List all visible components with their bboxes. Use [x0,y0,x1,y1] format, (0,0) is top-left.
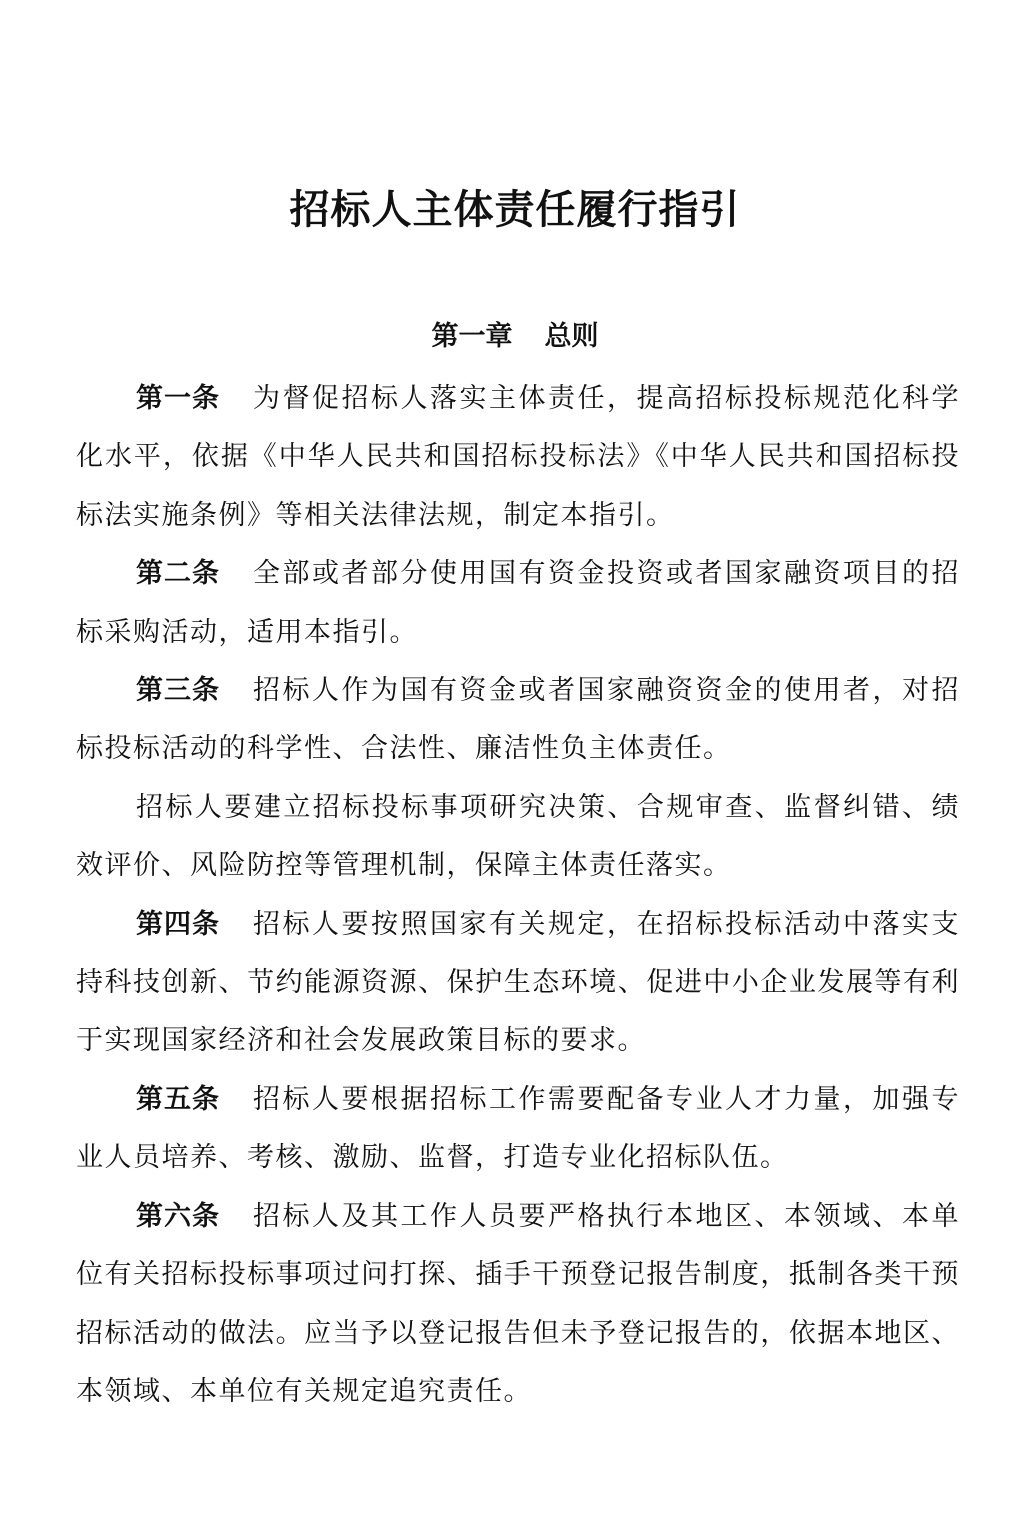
article-text: 招标人要根据招标工作需要配备专业人才力量，加强专业人员培养、考核、激励、监督，打造专业化招标队伍。 [76,1083,960,1174]
article-text: 为督促招标人落实主体责任，提高招标投标规范化科学化水平，依据《中华人民共和国招标投标法》《中华人民共和国招标投标法实施条例》等相关法律法规，制定本指引。 [76,383,960,531]
article-1 [76,370,960,545]
article-4 [76,896,960,1071]
article-label: 第三条 [136,675,220,707]
article-3 [76,662,960,779]
article-text: 全部或者部分使用国有资金投资或者国家融资项目的招标采购活动，适用本指引。 [76,558,960,648]
article-label: 第四条 [136,908,220,940]
chapter-number: 第一章 [431,321,513,352]
article-5 [76,1071,960,1188]
article-label: 第五条 [136,1083,220,1115]
chapter-heading [0,315,1030,359]
document-title: 招标人主体责任履行指引 [289,187,741,233]
chapter-name: 总则 [544,321,599,352]
article-text: 招标人作为国有资金或者国家融资资金的使用者，对招标投标活动的科学性、合法性、廉洁性负主体责任。 [76,675,960,765]
article-text: 招标人及其工作人员要严格执行本地区、本领域、本单位有关招标投标事项过问打探、插手干预登记报告制度，抵制各类干预招标活动的做法。应当予以登记报告但未予登记报告的，依据本地区、本领域、本单位有关规定追究责任。 [76,1200,960,1407]
article-3-paragraph-2 [76,779,960,896]
article-6 [76,1188,960,1422]
article-2 [76,545,960,662]
document-body [76,370,960,1421]
article-text: 招标人要按照国家有关规定，在招标投标活动中落实支持科技创新、节约能源资源、保护生态环境、促进中小企业发展等有利于实现国家经济和社会发展政策目标的要求。 [76,908,960,1057]
paragraph-text: 招标人要建立招标投标事项研究决策、合规审查、监督纠错、绩效评价、风险防控等管理机制，保障主体责任落实。 [76,791,960,882]
article-label: 第二条 [136,558,220,590]
article-label: 第六条 [136,1200,220,1232]
article-label: 第一条 [136,383,220,414]
